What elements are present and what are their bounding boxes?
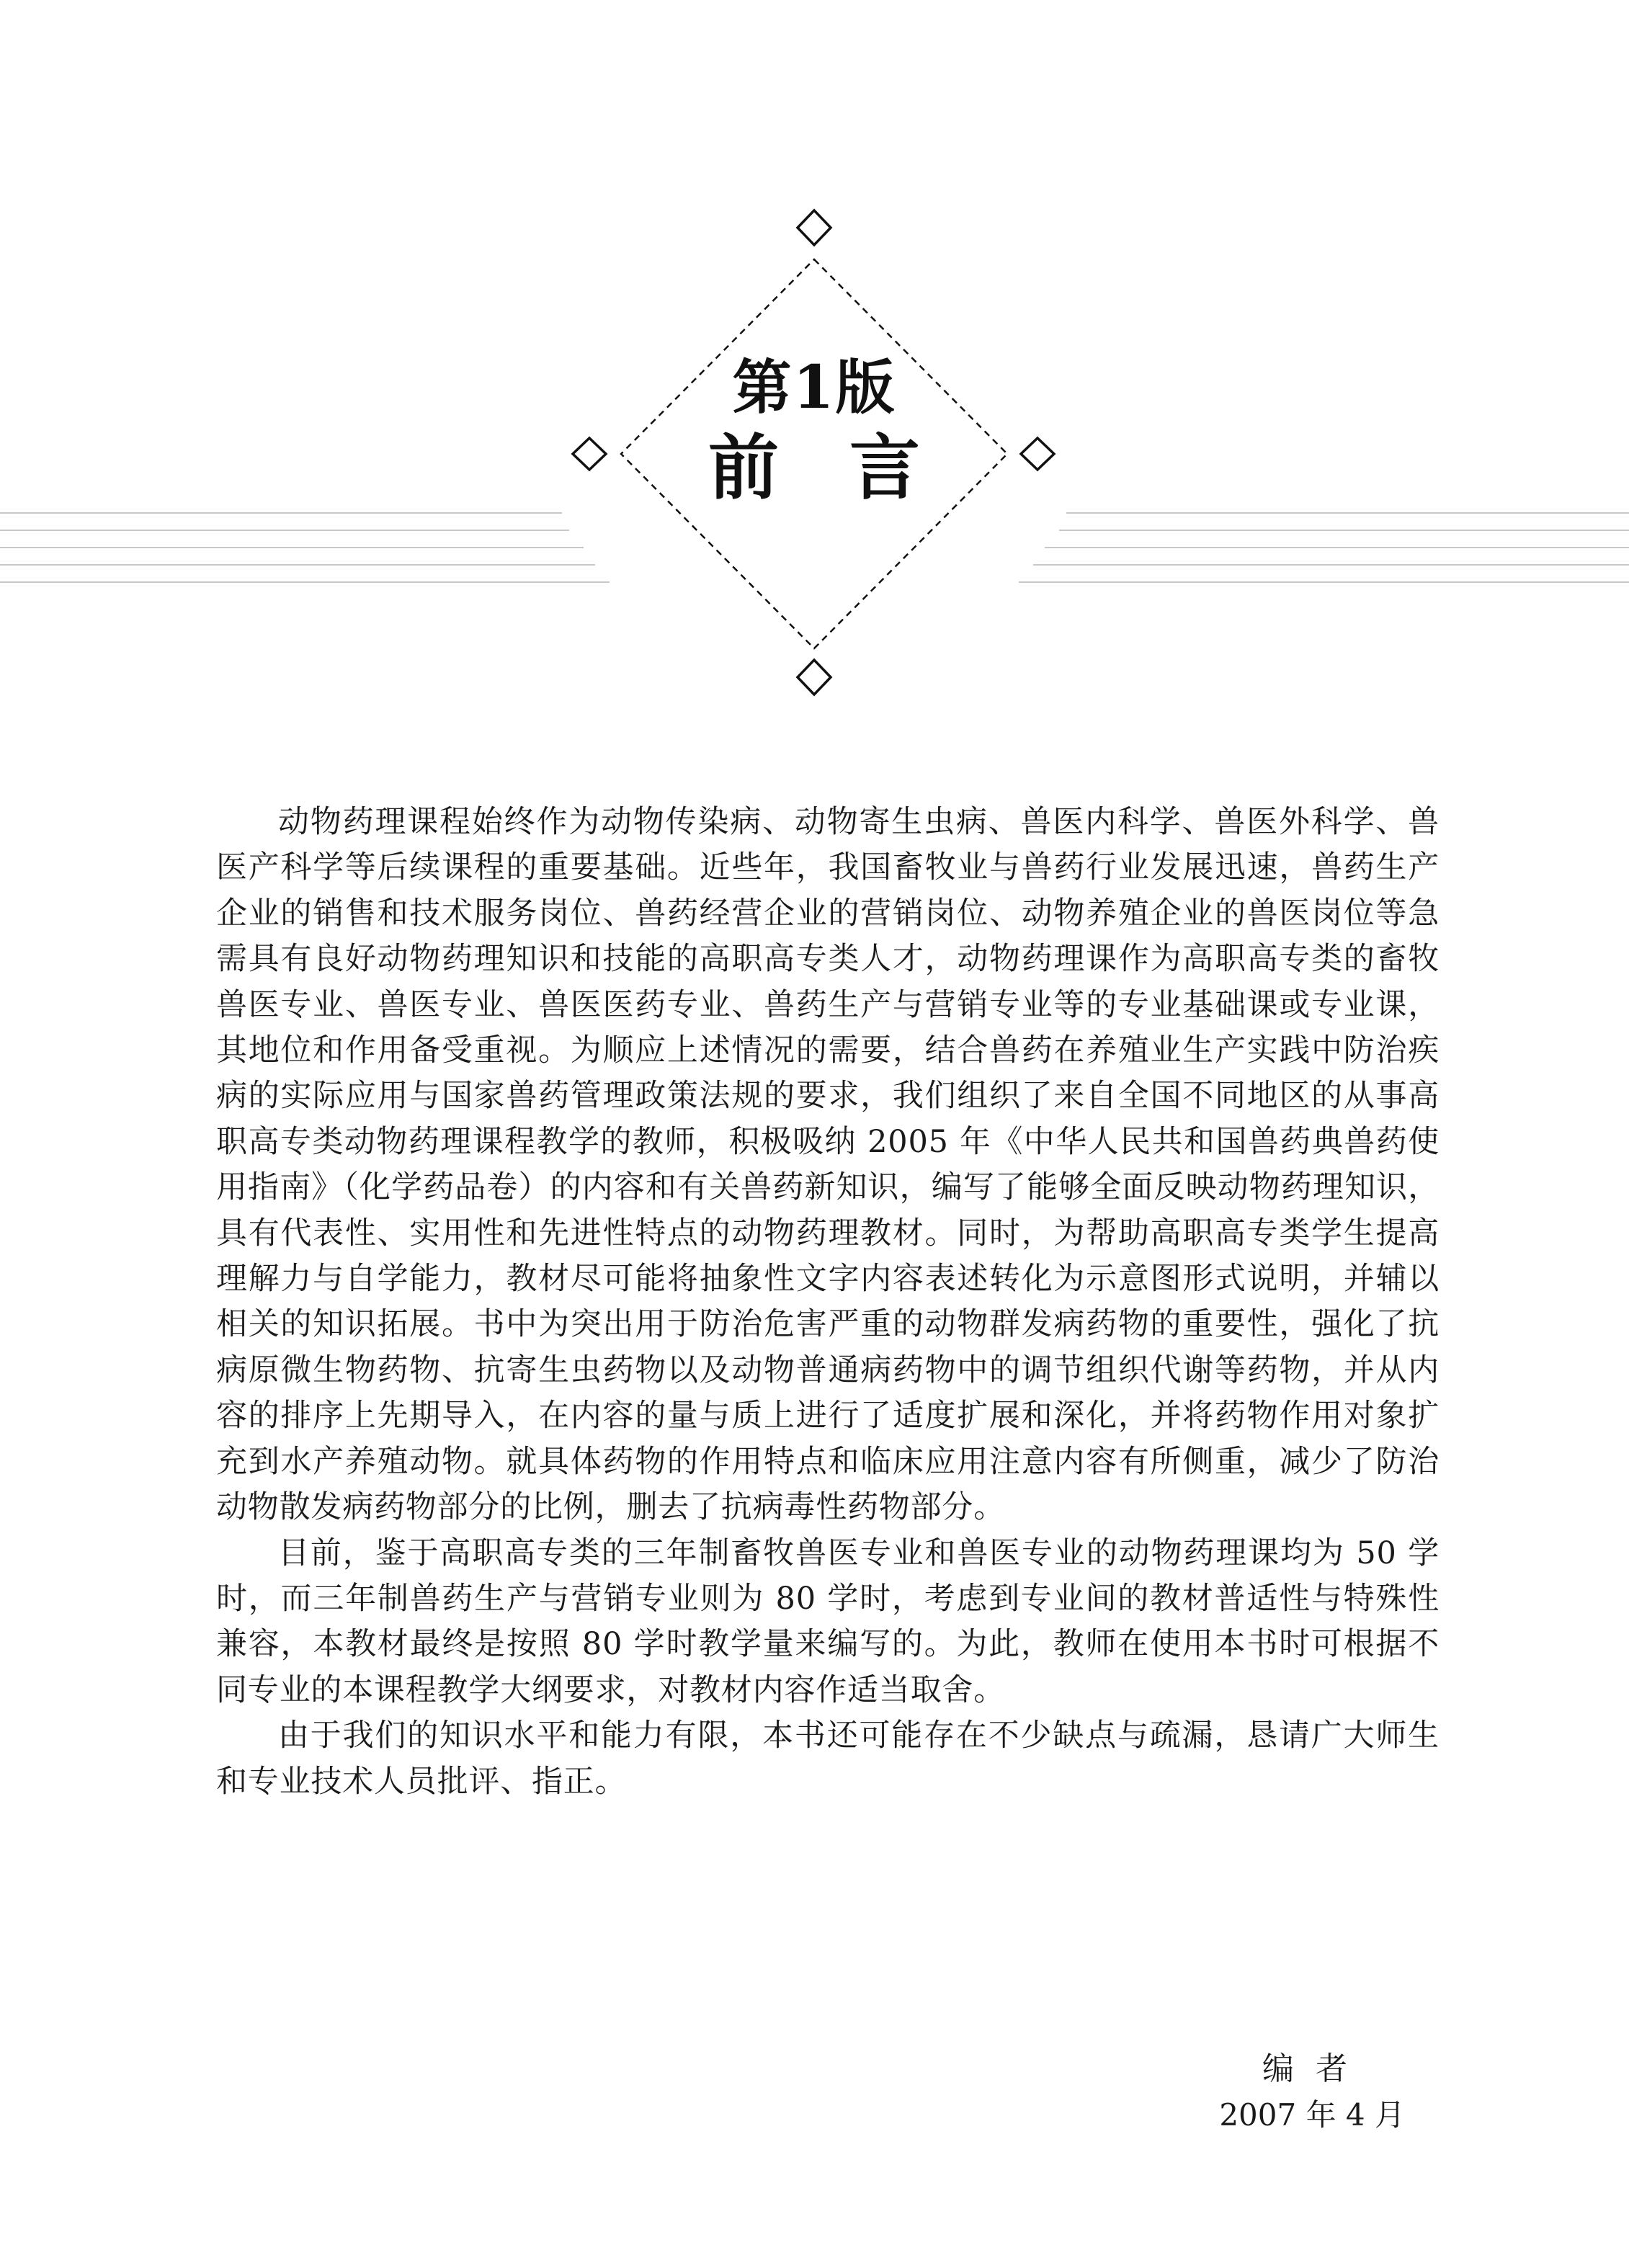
preface-body: [216, 800, 1440, 1805]
left-horizontal-lines: [0, 513, 610, 582]
page-title: 前 言: [708, 427, 920, 509]
bottom-diamond-icon: [798, 660, 831, 695]
right-horizontal-lines: [1019, 513, 1629, 582]
right-diamond-icon: [1021, 438, 1054, 470]
top-diamond-icon: [798, 210, 831, 245]
edition-label: 第1版: [732, 353, 896, 422]
preface-paragraph-1: 动物药理课程始终作为动物传染病、动物寄生虫病、兽医内科学、兽医外科学、兽医产科学等后续课程的重要基础。近些年，我国畜牧业与兽药行业发展迅速，兽药生产企业的销售和技术服务岗位、兽药经营企业的营销岗位、动物养殖企业的兽医岗位等急需具有良好动物药理知识和技能的高职高专类人才，动物药理课作为高职高专类的畜牧兽医专业、兽医专业、兽医医药专业、兽药生产与营销专业等的专业基础课或专业课，其地位和作用备受重视。为顺应上述情况的需要，结合兽药在养殖业生产实践中防治疾病的实际应用与国家兽药管理政策法规的要求，我们组织了来自全国不同地区的从事高职高专类动物药理课程教学的教师，积极吸纳 2005 年《中华人民共和国兽药典兽药使用指南》（化学药品卷）的内容和有关兽药新知识，编写了能够全面反映动物药理知识，具有代表性、实用性和先进性特点的动物药理教材。同时，为帮助高职高专类学生提高理解力与自学能力，教材尽可能将抽象性文字内容表述转化为示意图形式说明，并辅以相关的知识拓展。书中为突出用于防治危害严重的动物群发病药物的重要性，强化了抗病原微生物药物、抗寄生虫药物以及动物普通病药物中的调节组织代谢等药物，并从内容的排序上先期导入，在内容的量与质上进行了适度扩展和深化，并将药物作用对象扩充到水产养殖动物。就具体药物的作用特点和临床应用注意内容有所侧重，减少了防治动物散发病药物部分的比例，删去了抗病毒性药物部分。: [216, 804, 1440, 1526]
preface-paragraph-2: 目前，鉴于高职高专类的三年制畜牧兽医专业和兽医专业的动物药理课均为 50 学时，而三年制兽药生产与营销专业则为 80 学时，考虑到专业间的教材普适性与特殊性兼容，本教材最终是按照 80 学时教学量来编写的。为此，教师在使用本书时可根据不同专业的本课程教学大纲要求，对教材内容作适当取舍。: [216, 1535, 1440, 1708]
signature-block: [1153, 2046, 1412, 2138]
date-label: 2007 年 4 月: [1219, 2097, 1405, 2133]
author-label: 编者: [1262, 2050, 1369, 2087]
left-diamond-icon: [573, 438, 606, 470]
preface-paragraph-3: 由于我们的知识水平和能力有限，本书还可能存在不少缺点与疏漏，恳请广大师生和专业技术人员批评、指正。: [216, 1718, 1440, 1800]
